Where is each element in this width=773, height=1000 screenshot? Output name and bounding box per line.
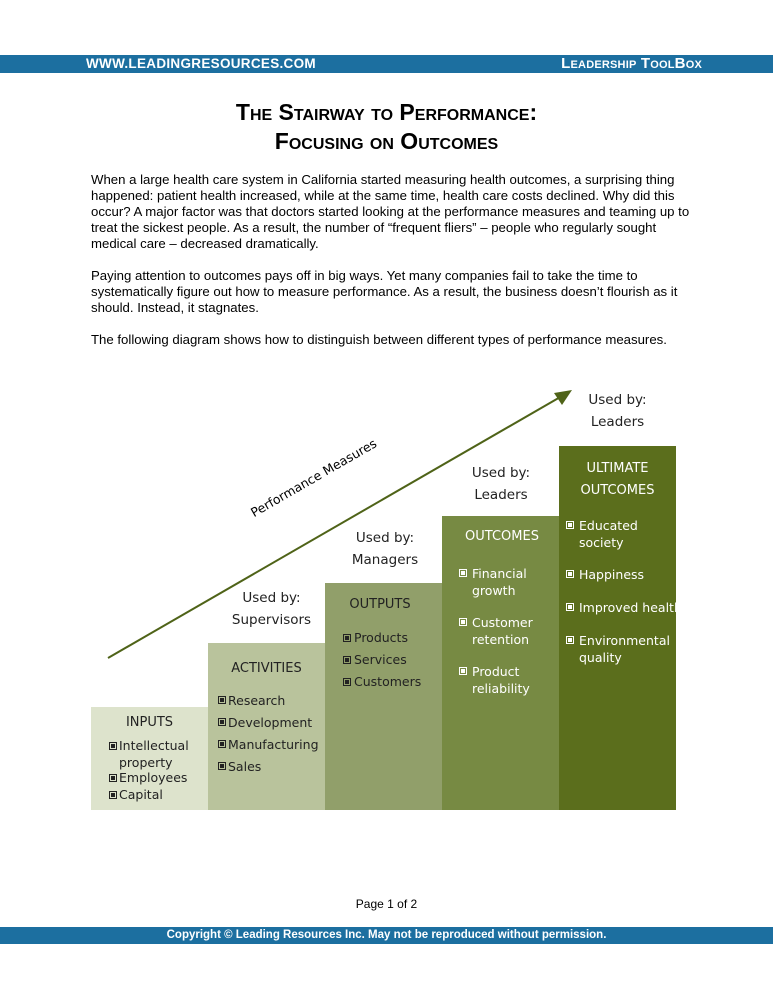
step-item: Intellectual property [119, 738, 189, 770]
bullet-icon [343, 678, 351, 686]
step-title: OUTCOMES [465, 529, 539, 544]
step-item: Development [228, 715, 313, 730]
outcomes-paragraph: Paying attention to outcomes pays off in big ways. Yet many companies fail to take the time to systematically figure out how to measure performance. As a result, the business doesn’t flourish as it should. Instead, it stagnates. [91, 268, 678, 315]
bullet-icon [566, 636, 574, 644]
step-title-line: ULTIMATE [586, 461, 649, 476]
used-by-role: Leaders [590, 414, 645, 430]
bullet-icon [343, 656, 351, 664]
page-number: Page 1 of 2 [355, 897, 418, 911]
bullet-icon [218, 740, 226, 748]
step-item: Services [354, 652, 407, 667]
step-outcomes [442, 516, 559, 810]
used-by-label: Used by: [471, 465, 531, 481]
arrow-label: Performance Measures [248, 435, 380, 520]
bullet-icon [459, 667, 467, 675]
used-by-leaders-ultimate [559, 389, 676, 433]
used-by-managers [325, 527, 445, 571]
step-title [559, 458, 676, 502]
footer-bar: Copyright © Leading Resources Inc. May not be reproduced without permission. [0, 927, 773, 944]
bullet-icon [109, 774, 117, 782]
title-line-2: Focusing on Outcomes [274, 128, 499, 154]
step-item: Customers [354, 674, 422, 689]
used-by-leaders-outcomes [442, 462, 560, 506]
step-ultimate-outcomes [559, 446, 682, 810]
step-item: Manufacturing [228, 737, 319, 752]
step-inputs [91, 707, 208, 810]
step-activities [208, 643, 325, 810]
used-by-role: Supervisors [231, 612, 312, 628]
used-by-label: Used by: [588, 392, 647, 408]
used-by-label: Used by: [242, 590, 301, 606]
step-item: Sales [228, 759, 262, 774]
intro-paragraph: When a large health care system in California started measuring health outcomes, a surprising thing happened: patient health increased, while at the same time, health care costs declined. Why did this occur? A major factor was that doctors started looking at the performance measures and teaming up to treat the sickest people. As a result, the number of “frequent fliers” – people who regularly sought medical care – decreased dramatically. [91, 172, 690, 251]
step-item: Educated society [579, 518, 638, 550]
bullet-icon [566, 570, 574, 578]
used-by-role: Leaders [474, 487, 528, 503]
step-outputs [325, 583, 442, 810]
bullet-icon [459, 569, 467, 577]
bullet-icon [566, 521, 574, 529]
step-item: Improved health [579, 600, 682, 615]
bullet-icon [109, 742, 117, 750]
step-item: Products [354, 630, 408, 645]
step-item: Financial growth [472, 566, 527, 598]
step-item: Research [228, 693, 286, 708]
bullet-icon [109, 791, 117, 799]
bullet-icon [218, 762, 226, 770]
step-item: Customer retention [472, 615, 533, 647]
bullet-icon [218, 696, 226, 704]
step-item: Employees [119, 770, 188, 785]
step-title: INPUTS [125, 715, 174, 730]
step-item: Environmental quality [579, 633, 670, 665]
header-toolbox-title: Leadership ToolBox [561, 55, 702, 72]
step-title: ACTIVITIES [231, 661, 302, 676]
bullet-icon [343, 634, 351, 642]
bullet-icon [218, 718, 226, 726]
used-by-role: Managers [351, 552, 419, 568]
title-line-1: The Stairway to Performance: [235, 99, 538, 125]
bullet-icon [459, 618, 467, 626]
step-title-line: OUTCOMES [580, 483, 655, 498]
step-item: Capital [119, 787, 163, 802]
step-title: OUTPUTS [349, 597, 411, 612]
step-item: Product reliability [472, 664, 530, 696]
bullet-icon [566, 603, 574, 611]
used-by-label: Used by: [355, 530, 415, 546]
step-item: Happiness [579, 567, 645, 582]
used-by-supervisors [208, 587, 335, 631]
header-url[interactable]: WWW.LEADINGRESOURCES.COM [86, 56, 316, 71]
diagram-intro-paragraph: The following diagram shows how to distinguish between different types of performance measures. [91, 332, 667, 347]
